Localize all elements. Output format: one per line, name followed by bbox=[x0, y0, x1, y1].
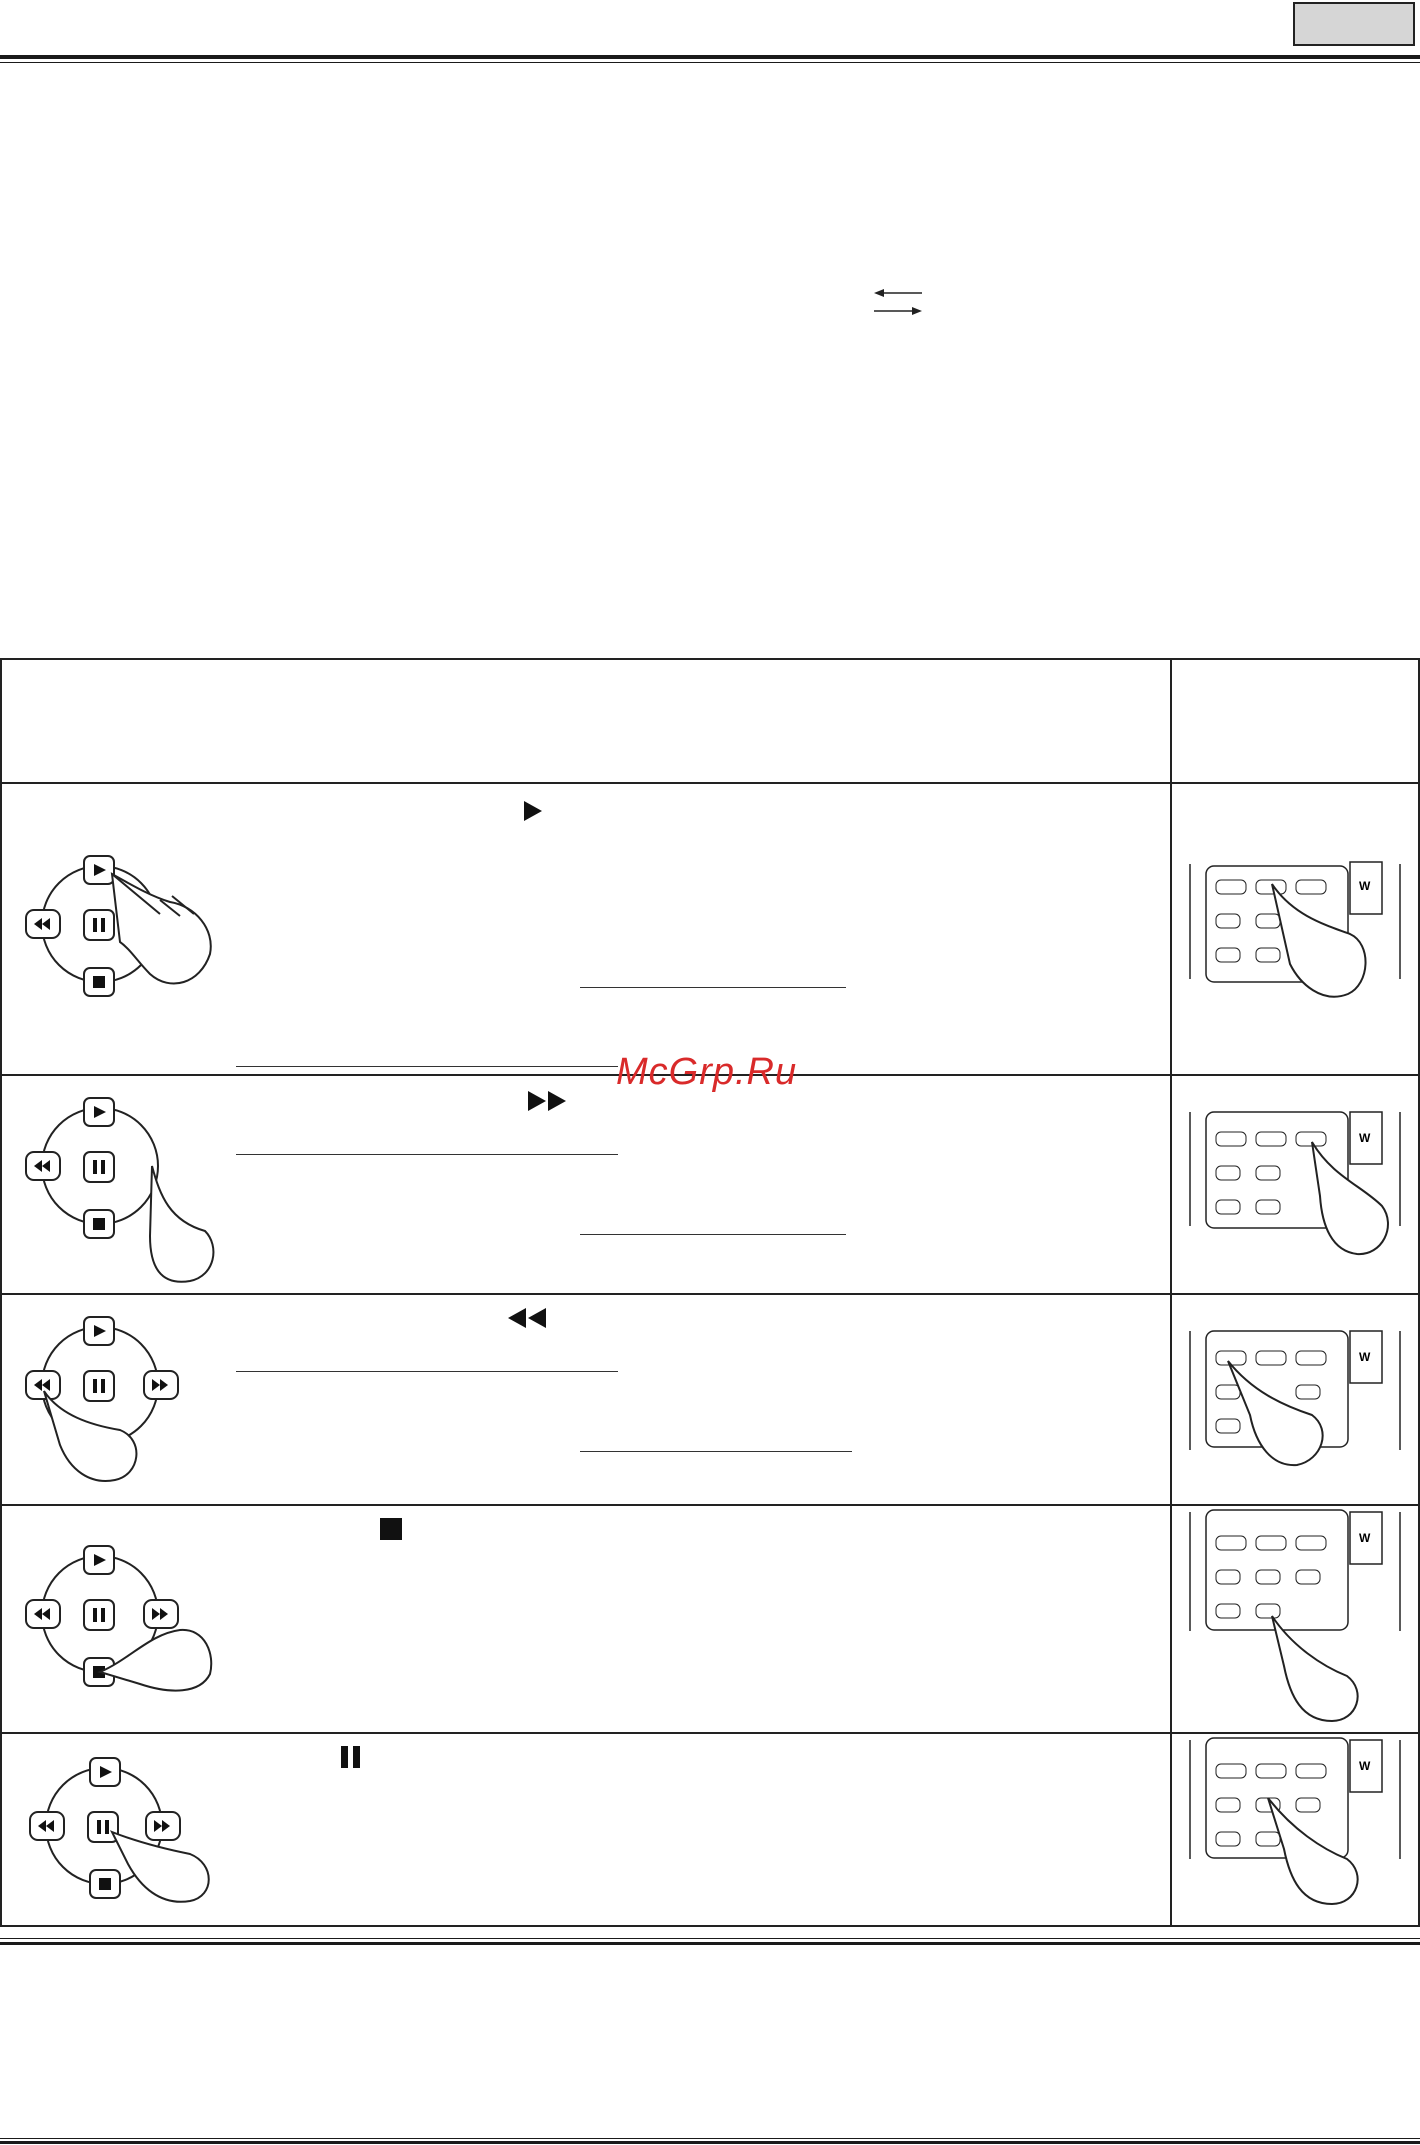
remote-cell-pause bbox=[1171, 1733, 1419, 1926]
header-rule-thin bbox=[0, 62, 1420, 63]
remote-cell-play bbox=[1171, 783, 1419, 1075]
remote-illustration-stop bbox=[1172, 1506, 1418, 1727]
rew-cell bbox=[1, 1294, 1171, 1505]
bottom-rule-thin bbox=[0, 2138, 1420, 2139]
table-header-row bbox=[1, 659, 1419, 783]
table-row-fast-forward bbox=[1, 1075, 1419, 1294]
text-underline bbox=[236, 1066, 618, 1067]
play-icon bbox=[520, 798, 546, 824]
footer-rule-thin bbox=[0, 1938, 1420, 1939]
control-pad-stop bbox=[20, 1534, 220, 1724]
text-underline bbox=[236, 1371, 618, 1372]
pause-cell bbox=[1, 1733, 1171, 1926]
control-pad-rew bbox=[20, 1305, 220, 1495]
pause-icon bbox=[338, 1744, 364, 1770]
remote-w-label: W bbox=[1359, 1350, 1371, 1364]
stop-icon bbox=[378, 1516, 404, 1542]
remote-w-label: W bbox=[1359, 1131, 1371, 1145]
remote-cell-stop bbox=[1171, 1505, 1419, 1733]
remote-w-label: W bbox=[1359, 1531, 1371, 1545]
bidirectional-arrows-icon bbox=[872, 284, 924, 318]
remote-illustration-play bbox=[1172, 784, 1418, 1069]
bottom-rule bbox=[0, 2141, 1420, 2144]
rewind-icon bbox=[504, 1305, 550, 1331]
text-underline bbox=[580, 1234, 846, 1235]
header-cell-remote bbox=[1171, 659, 1419, 783]
operations-table bbox=[0, 658, 1420, 1927]
stop-cell bbox=[1, 1505, 1171, 1733]
table-row-rewind bbox=[1, 1294, 1419, 1505]
control-pad-play bbox=[20, 844, 220, 1014]
text-underline bbox=[580, 1451, 852, 1452]
remote-w-label: W bbox=[1359, 879, 1371, 893]
remote-illustration-rew bbox=[1172, 1295, 1418, 1499]
footer-rule bbox=[0, 1942, 1420, 1945]
table-row-pause bbox=[1, 1733, 1419, 1926]
watermark: McGrp.Ru bbox=[616, 1051, 798, 1093]
remote-illustration-pause bbox=[1172, 1734, 1418, 1920]
header-rule bbox=[0, 55, 1420, 59]
remote-w-label: W bbox=[1359, 1759, 1371, 1773]
remote-illustration-ff bbox=[1172, 1076, 1418, 1288]
play-cell bbox=[1, 783, 1171, 1075]
page-number-tab bbox=[1293, 2, 1415, 46]
text-underline bbox=[236, 1154, 618, 1155]
control-pad-pause bbox=[20, 1746, 220, 1918]
remote-cell-rew bbox=[1171, 1294, 1419, 1505]
control-pad-ff bbox=[20, 1086, 220, 1286]
table-row-play bbox=[1, 783, 1419, 1075]
text-underline bbox=[580, 987, 846, 988]
ff-cell bbox=[1, 1075, 1171, 1294]
table-row-stop bbox=[1, 1505, 1419, 1733]
fast-forward-icon bbox=[526, 1088, 572, 1114]
header-cell-operation bbox=[1, 659, 1171, 783]
remote-cell-ff bbox=[1171, 1075, 1419, 1294]
